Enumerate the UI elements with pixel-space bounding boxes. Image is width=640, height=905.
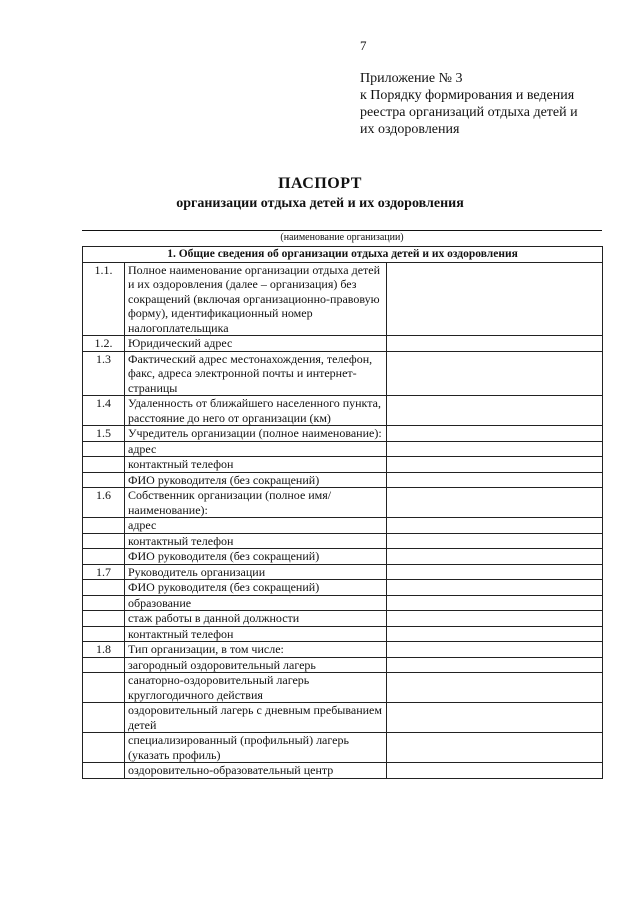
row-label: Удаленность от ближайшего населенного пункта, расстояние до него от организации (км)	[125, 396, 387, 426]
table-row	[83, 673, 603, 703]
row-value-cell[interactable]	[387, 642, 603, 658]
row-label: контактный телефон	[125, 626, 387, 642]
row-value-cell[interactable]	[387, 518, 603, 534]
row-number: 1.8	[83, 642, 125, 658]
row-number	[83, 580, 125, 596]
table-row	[83, 763, 603, 779]
table-row	[83, 642, 603, 658]
row-value-cell[interactable]	[387, 626, 603, 642]
row-label: Тип организации, в том числе:	[125, 642, 387, 658]
organization-name-caption: (наименование организации)	[280, 232, 404, 243]
row-number	[83, 611, 125, 627]
row-label: Фактический адрес местонахождения, телефон, факс, адреса электронной почты и интернет-страницы	[125, 351, 387, 396]
row-label: контактный телефон	[125, 457, 387, 473]
table-row	[83, 580, 603, 596]
row-value-cell[interactable]	[387, 763, 603, 779]
row-number	[83, 673, 125, 703]
row-number	[83, 457, 125, 473]
table-row	[83, 703, 603, 733]
table-row	[83, 611, 603, 627]
row-label: загородный оздоровительный лагерь	[125, 657, 387, 673]
row-number: 1.3	[83, 351, 125, 396]
table-row	[83, 426, 603, 442]
row-number	[83, 657, 125, 673]
row-value-cell[interactable]	[387, 533, 603, 549]
row-value-cell[interactable]	[387, 703, 603, 733]
row-number: 1.1.	[83, 262, 125, 336]
row-number	[83, 595, 125, 611]
section-title: 1. Общие сведения об организации отдыха детей и их оздоровления	[83, 247, 603, 263]
row-number	[83, 763, 125, 779]
row-label: контактный телефон	[125, 533, 387, 549]
table-row	[83, 457, 603, 473]
row-number	[83, 441, 125, 457]
row-number	[83, 533, 125, 549]
table-row	[83, 533, 603, 549]
document-title: ПАСПОРТ	[278, 175, 362, 192]
row-value-cell[interactable]	[387, 673, 603, 703]
row-value-cell[interactable]	[387, 611, 603, 627]
row-label: ФИО руководителя (без сокращений)	[125, 580, 387, 596]
passport-table	[82, 246, 603, 779]
row-value-cell[interactable]	[387, 457, 603, 473]
row-label: ФИО руководителя (без сокращений)	[125, 549, 387, 565]
row-label: адрес	[125, 518, 387, 534]
row-number	[83, 626, 125, 642]
table-row	[83, 441, 603, 457]
row-number: 1.5	[83, 426, 125, 442]
appendix-line: реестра организаций отдыха детей и	[360, 105, 578, 120]
row-value-cell[interactable]	[387, 580, 603, 596]
row-value-cell[interactable]	[387, 441, 603, 457]
row-value-cell[interactable]	[387, 262, 603, 336]
row-label: адрес	[125, 441, 387, 457]
row-label: санаторно-оздоровительный лагерь круглогодичного действия	[125, 673, 387, 703]
row-value-cell[interactable]	[387, 657, 603, 673]
table-row	[83, 472, 603, 488]
row-number: 1.4	[83, 396, 125, 426]
row-label: специализированный (профильный) лагерь (указать профиль)	[125, 733, 387, 763]
row-label: образование	[125, 595, 387, 611]
table-row	[83, 262, 603, 336]
row-label: Учредитель организации (полное наименование):	[125, 426, 387, 442]
row-number: 1.6	[83, 488, 125, 518]
table-row	[83, 336, 603, 352]
row-label: Собственник организации (полное имя/наименование):	[125, 488, 387, 518]
row-value-cell[interactable]	[387, 396, 603, 426]
row-number	[83, 733, 125, 763]
row-value-cell[interactable]	[387, 351, 603, 396]
table-row	[83, 564, 603, 580]
appendix-header	[360, 70, 610, 138]
row-value-cell[interactable]	[387, 488, 603, 518]
row-label: оздоровительно-образовательный центр	[125, 763, 387, 779]
table-row	[83, 549, 603, 565]
row-label: Полное наименование организации отдыха детей и их оздоровления (далее – организация) без сокращений (включая организационно-правовую форму), идентификационный номер налогоплательщика	[125, 262, 387, 336]
row-value-cell[interactable]	[387, 549, 603, 565]
row-number: 1.2.	[83, 336, 125, 352]
table-row	[83, 351, 603, 396]
row-label: ФИО руководителя (без сокращений)	[125, 472, 387, 488]
appendix-line: Приложение № 3	[360, 71, 463, 86]
row-label: оздоровительный лагерь с дневным пребыванием детей	[125, 703, 387, 733]
table-row	[83, 626, 603, 642]
table-row	[83, 518, 603, 534]
table-row	[83, 657, 603, 673]
row-value-cell[interactable]	[387, 595, 603, 611]
appendix-line: их оздоровления	[360, 122, 460, 137]
table-row	[83, 488, 603, 518]
page-number: 7	[360, 38, 367, 53]
row-value-cell[interactable]	[387, 733, 603, 763]
row-number: 1.7	[83, 564, 125, 580]
row-value-cell[interactable]	[387, 472, 603, 488]
row-label: стаж работы в данной должности	[125, 611, 387, 627]
row-number	[83, 703, 125, 733]
table-row	[83, 396, 603, 426]
appendix-line: к Порядку формирования и ведения	[360, 88, 575, 103]
row-number	[83, 549, 125, 565]
table-row	[83, 595, 603, 611]
section-header-row	[83, 247, 603, 263]
row-label: Юридический адрес	[125, 336, 387, 352]
row-number	[83, 472, 125, 488]
row-label: Руководитель организации	[125, 564, 387, 580]
document-subtitle: организации отдыха детей и их оздоровления	[176, 196, 464, 211]
row-value-cell[interactable]	[387, 426, 603, 442]
row-value-cell[interactable]	[387, 564, 603, 580]
organization-name-line[interactable]	[82, 230, 602, 231]
table-row	[83, 733, 603, 763]
row-number	[83, 518, 125, 534]
row-value-cell[interactable]	[387, 336, 603, 352]
